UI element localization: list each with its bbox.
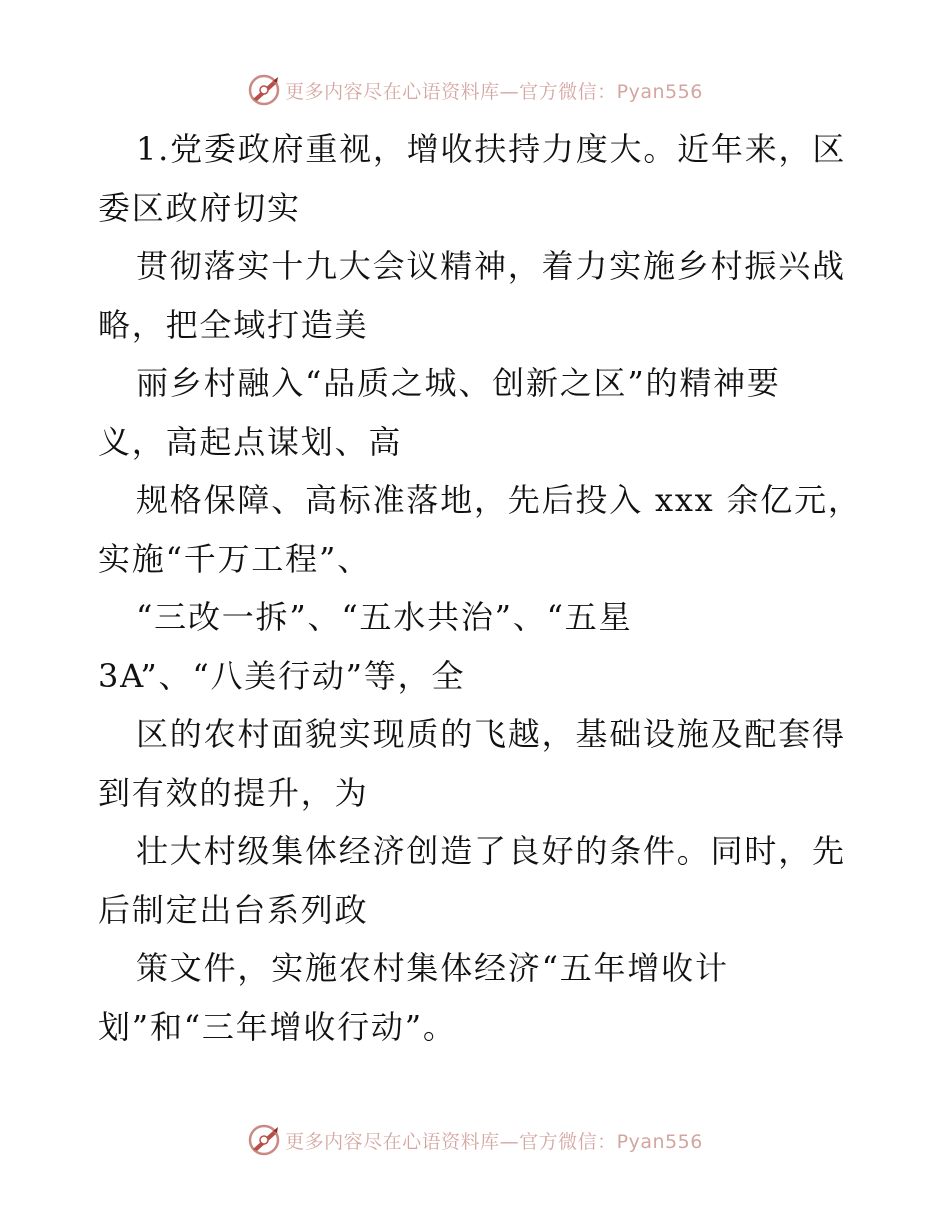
- quill-pen-circle-icon: [247, 1123, 281, 1157]
- text-line: 规格保障、高标准落地，先后投入 xxx 余亿元，: [136, 481, 862, 519]
- quill-pen-circle-icon: [247, 73, 281, 107]
- text-line: 划”和“三年增收行动”。: [98, 1007, 457, 1046]
- document-body: [98, 120, 868, 1056]
- text-line: 后制定出台系列政: [98, 890, 369, 929]
- text-line: 壮大村级集体经济创造了良好的条件。同时，先: [136, 832, 846, 870]
- text-line: 丽乡村融入“品质之城、创新之区”的精神要: [136, 364, 781, 402]
- footer-watermark: [0, 1122, 950, 1158]
- header-watermark: [0, 72, 950, 108]
- text-line: 义，高起点谋划、高: [98, 422, 403, 461]
- text-line: 1.党委政府重视，增收扶持力度大。近年来，区: [136, 130, 847, 168]
- text-line: 3A”、“八美行动”等，全: [98, 656, 466, 695]
- watermark-text: 更多内容尽在心语资料库—官方微信：Pyan556: [285, 1130, 703, 1153]
- text-line: 策文件，实施农村集体经济“五年增收计: [136, 949, 729, 987]
- text-line: 略，把全域打造美: [98, 305, 369, 344]
- text-line: 实施“千万工程”、: [98, 539, 371, 578]
- text-line: 区的农村面貌实现质的飞越，基础设施及配套得: [136, 715, 846, 753]
- text-line: “三改一拆”、“五水共治”、“五星: [136, 598, 633, 636]
- text-line: 贯彻落实十九大会议精神，着力实施乡村振兴战: [136, 247, 846, 285]
- text-line: 到有效的提升，为: [98, 773, 369, 812]
- text-line: 委区政府切实: [98, 188, 301, 227]
- watermark-text: 更多内容尽在心语资料库—官方微信：Pyan556: [285, 80, 703, 103]
